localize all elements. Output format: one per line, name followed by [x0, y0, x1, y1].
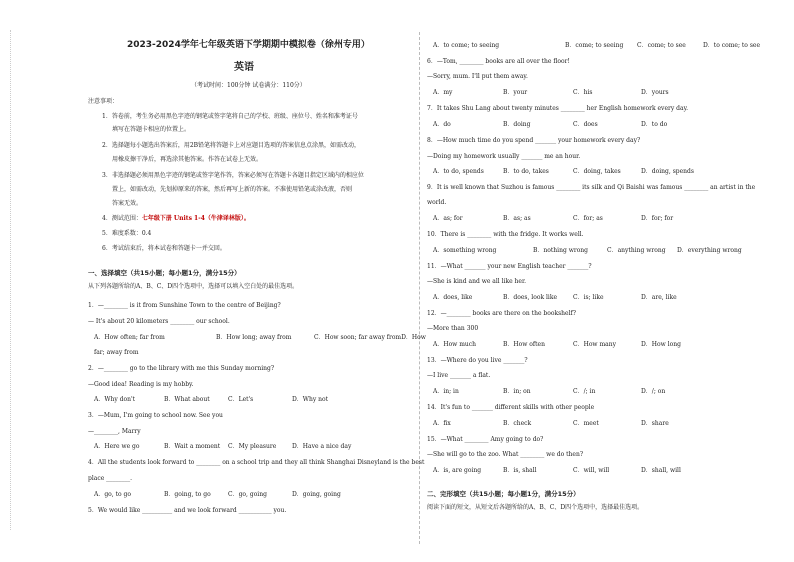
question-line: 3．—Mum, I'm going to school now. See you	[88, 412, 223, 419]
question-line: — It's about 20 kilometers ________ our school.	[88, 318, 230, 325]
note-line: 答案无效。	[112, 200, 143, 207]
option: C．does	[573, 121, 598, 128]
note-line: 2．选择题每小题选出答案后，用2B铅笔将答题卡上对应题目选项的答案信息点涂黑，如需改动，	[102, 142, 361, 149]
question-line: 4．All the students look forward to ________ on a school trip and they all think Shanghai Disneyland is the best	[88, 459, 425, 466]
option: D．yours	[641, 89, 669, 96]
option: B．check	[503, 420, 532, 427]
option: C．Let's	[228, 396, 254, 403]
question-line: —Sorry, mum. I'll put them away.	[427, 73, 528, 80]
option: D．shall, will	[641, 467, 681, 474]
option: D．going, going	[292, 491, 341, 498]
option: C．his	[573, 89, 593, 96]
option: C．for; as	[573, 215, 603, 222]
section2-instruction: 阅读下面的短文，从短文后各题所给的A、B、C、D四个选项中，选择最佳选项。	[427, 504, 644, 511]
note-line: 1．答卷前，考生务必用黑色字迹的钢笔或签字笔将自己的学校、班级、座位号、姓名和准考证号	[102, 113, 358, 120]
section1-instruction: 从下列各题所给的A、B、C、D四个选项中，选择可以填入空白处的最佳选项。	[88, 283, 299, 290]
question-line: 11．—What _______ your new English teacher _______?	[427, 263, 592, 270]
range-label: 4．测试范围：	[102, 215, 142, 222]
option: A．something wrong	[433, 247, 497, 254]
question-line: —More than 300	[427, 325, 479, 332]
option: D．to come; to see	[703, 42, 760, 49]
option: A．How often; far from	[94, 334, 165, 341]
option: B．doing	[503, 121, 531, 128]
option: B．your	[503, 89, 528, 96]
exam-info: （考试时间：100分钟 试卷满分：110分）	[191, 82, 306, 89]
option: B．come; to seeing	[565, 42, 624, 49]
question-line: 2．—________ go to the library with me this Sunday morning?	[88, 365, 275, 372]
note-line: 填写在答题卡相应的位置上。	[112, 126, 191, 133]
note-line: 置上，如需改动，先划掉原来的答案，然后再写上新的答案。不准使用铅笔或涂改液，否则	[112, 186, 353, 193]
question-line: —I live _______ a flat.	[427, 372, 491, 379]
question-line: —Good idea! Reading is my hobby.	[88, 381, 194, 388]
option: C．/; in	[573, 388, 596, 395]
range-highlight: 七年级下册 Units 1-4（牛津译林版）。	[141, 215, 250, 222]
option: A．go, to go	[94, 491, 131, 498]
option: A．to do, spends	[433, 168, 484, 175]
option: A．as; for	[433, 215, 463, 222]
option: A．to come; to seeing	[433, 42, 500, 49]
option: A．does, like	[433, 294, 473, 301]
option: A．in; in	[433, 388, 459, 395]
subject-title: 英语	[234, 62, 254, 73]
option: D．/; on	[641, 388, 666, 395]
question-line: world.	[427, 199, 447, 206]
notes-heading: 注意事项：	[88, 98, 119, 105]
option: C．How soon; far away fromD．How	[314, 334, 426, 341]
option: B．does, look like	[503, 294, 558, 301]
option: D．to do	[641, 121, 668, 128]
question-line: 8．—How much time do you spend _______ your homework every day?	[427, 137, 641, 144]
question-line: 9．It is well known that Suzhou is famous ________ its silk and Qi Baishi was famous ________ an artist in the	[427, 184, 756, 191]
column-divider	[419, 32, 420, 544]
question-line: 13．—Where do you live _______?	[427, 357, 528, 364]
question-line: —________, Marry	[88, 428, 141, 435]
option: A．is, are going	[433, 467, 482, 474]
option: A．fix	[433, 420, 451, 427]
option: B．is, shall	[503, 467, 537, 474]
question-line: —Doing my homework usually _______ me an hour.	[427, 153, 581, 160]
option: B．in; on	[503, 388, 531, 395]
option-continued: far; away from	[94, 349, 139, 356]
note-line: 3．非选择题必须用黑色字迹的钢笔或签字笔作答，答案必须写在答题卡各题目指定区域内的相应位	[102, 172, 364, 179]
option: C．is; like	[573, 294, 604, 301]
option: C．come; to see	[637, 42, 686, 49]
section2-heading: 二、完形填空（共15小题；每小题1分，满分15分）	[427, 490, 580, 498]
option: C．will, will	[573, 467, 610, 474]
question-line: 7．It takes Shu Lang about twenty minutes ________ her English homework every day.	[427, 105, 689, 112]
binding-line	[10, 30, 11, 530]
option: A．my	[433, 89, 453, 96]
option: A．do	[433, 121, 451, 128]
question-line: 10．There is ________ with the fridge. It works well.	[427, 231, 584, 238]
option: D．Why not	[292, 396, 329, 403]
section1-heading: 一、选择填空（共15小题；每小题1分，满分15分）	[88, 269, 241, 277]
option: B．What about	[164, 396, 210, 403]
option: D．doing, spends	[641, 168, 694, 175]
option: C．doing, takes	[573, 168, 621, 175]
option: B．as; as	[503, 215, 531, 222]
option: C．anything wrong	[607, 247, 666, 254]
option: D．for; for	[641, 215, 674, 222]
question-line: 15．—What ________ Amy going to do?	[427, 436, 544, 443]
question-line: 12．—________ books are there on the bookshelf?	[427, 310, 576, 317]
option: D．share	[641, 420, 669, 427]
option: B．How long; away from	[216, 334, 292, 341]
option: C．My pleasure	[228, 443, 277, 450]
option: C．meet	[573, 420, 599, 427]
option: C．How many	[573, 341, 616, 348]
note-line: 用橡皮擦干净后，再选涂其他答案。作答在试卷上无效。	[112, 156, 263, 163]
option: D．How long	[641, 341, 681, 348]
question-line: 5．We would like __________ and we look forward ___________ you.	[88, 507, 287, 514]
option: D．are, like	[641, 294, 677, 301]
option: C．go, going	[228, 491, 267, 498]
question-line: —She is kind and we all like her.	[427, 278, 527, 285]
option: A．Why don't	[94, 396, 136, 403]
question-line: 6．—Tom, ________ books are all over the floor!	[427, 58, 570, 65]
question-line: place ________.	[88, 475, 133, 482]
question-line: 14．It's fun to _______ different skills with other people	[427, 404, 595, 411]
option: B．Wait a moment	[164, 443, 221, 450]
note-line: 6．考试结束后，将本试卷和答题卡一并交回。	[102, 245, 226, 252]
option: B．going, to go	[164, 491, 211, 498]
option: B．nothing wrong	[533, 247, 589, 254]
question-line: 1．—________ is it from Sunshine Town to the centre of Beijing?	[88, 302, 281, 309]
option: B．How often	[503, 341, 545, 348]
note-line-range	[102, 215, 250, 222]
option: D．Have a nice day	[292, 443, 352, 450]
option: A．Here we go	[94, 443, 140, 450]
note-line: 5．难度系数：0.4	[102, 230, 152, 237]
option: B．to do, takes	[503, 168, 549, 175]
option: A．How much	[433, 341, 476, 348]
exam-title: 2023-2024学年七年级英语下学期期中模拟卷（徐州专用）	[127, 40, 370, 50]
option: D．everything wrong	[677, 247, 742, 254]
question-line: —She will go to the zoo. What ________ we do then?	[427, 451, 584, 458]
